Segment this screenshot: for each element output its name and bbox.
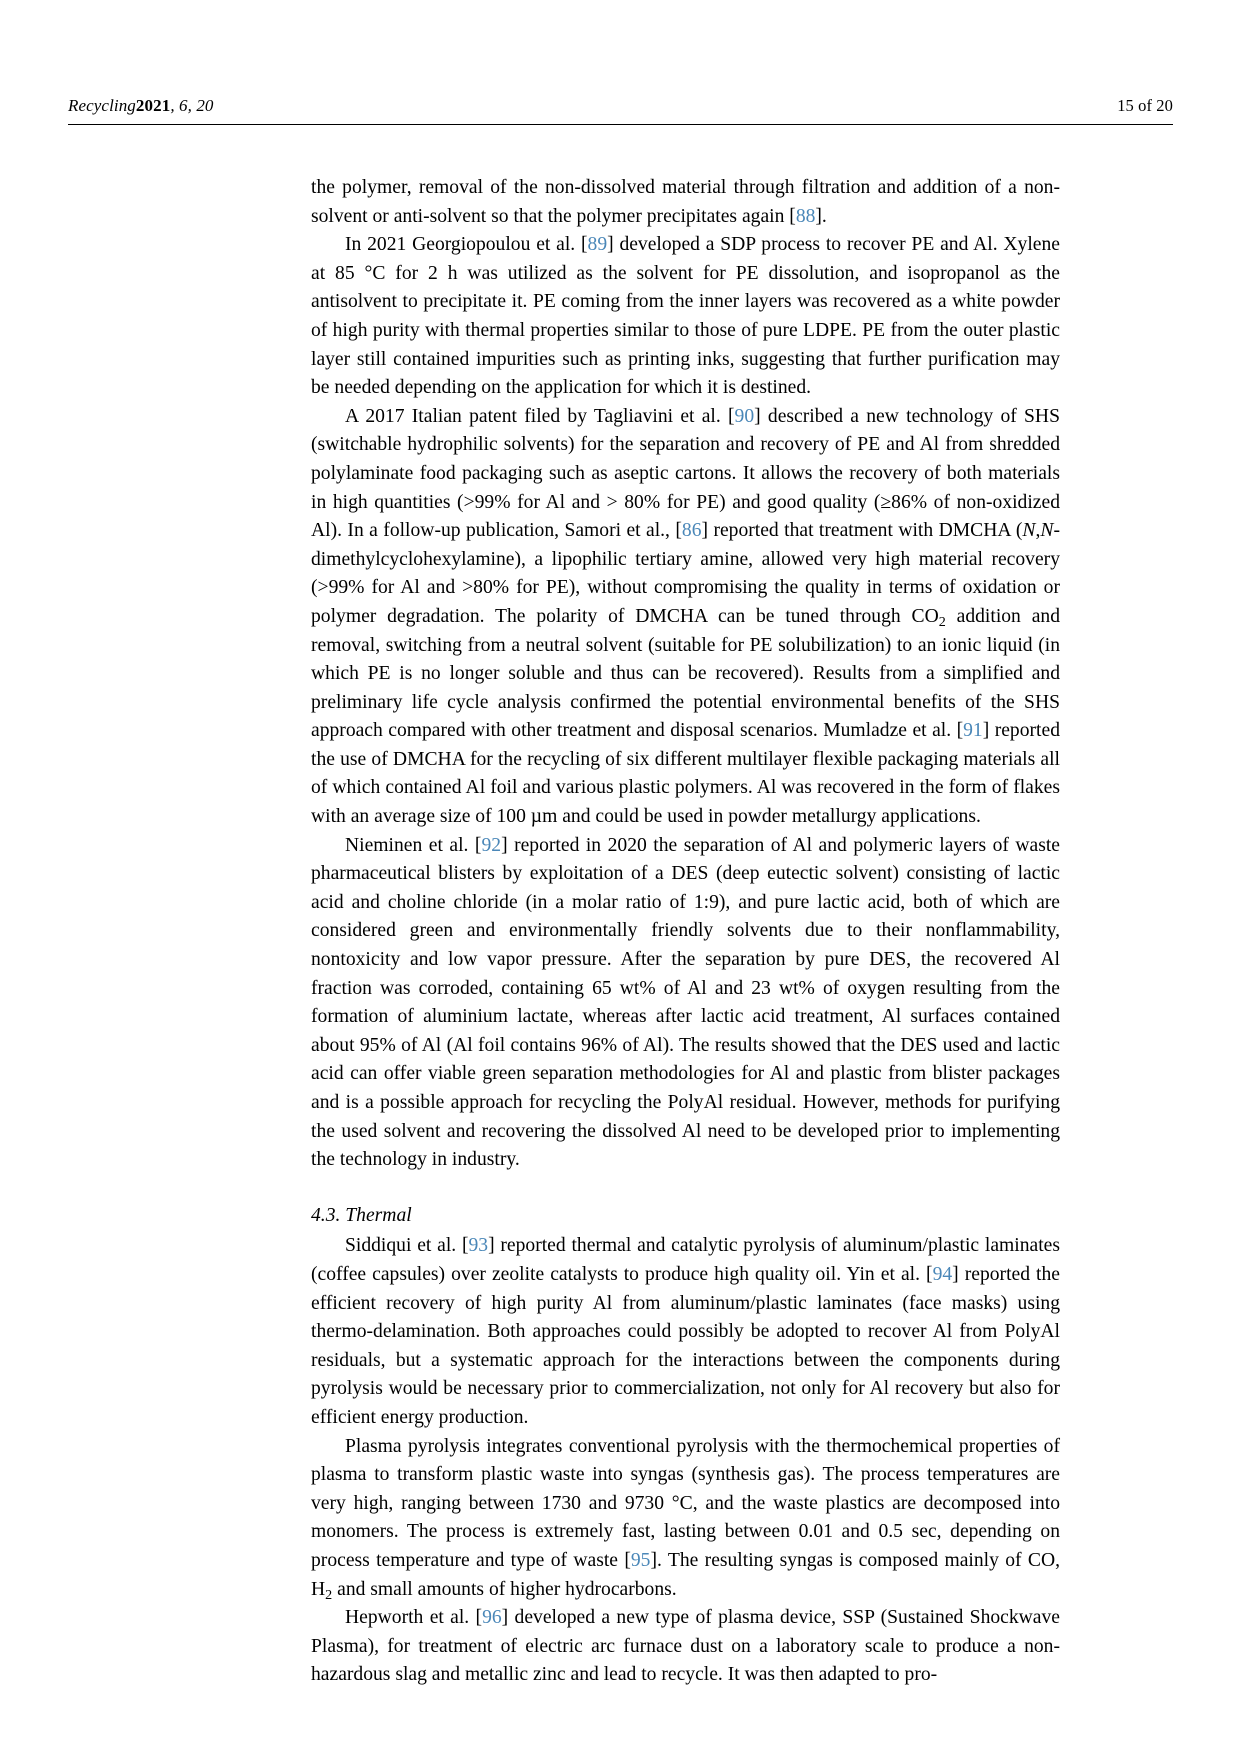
citation-reference[interactable]: 90 (734, 405, 755, 427)
body-text: ]. (815, 205, 827, 227)
body-text: addition and removal, switching from a neutral solvent (suitable for PE solubilization) to an ionic liquid (in which PE is no longer soluble and thus can be recovered). Results from a simplified and preliminary life cycle analysis confirmed the potential environmental benefits of the SHS approach compared with other treatment and disposal scenarios. Mumladze et al. [ (311, 605, 1060, 742)
paragraph-p-plasma-pyrolysis (311, 1433, 1060, 1605)
paragraph-group-after-heading (311, 1232, 1060, 1690)
paragraph-p-continued-sdp (311, 174, 1060, 231)
subscript-text: 2 (938, 613, 946, 630)
body-text: ] developed a SDP process to recover PE and Al. Xylene at 85 °C for 2 h was utilized as the solvent for PE dissolution, and isopropanol as the antisolvent to precipitate it. PE coming from the inner layers was recovered as a white powder of high purity with thermal properties similar to those of pure LDPE. PE from the outer plastic layer still contained impurities such as printing inks, suggesting that further purification may be needed depending on the application for which it is destined. (311, 234, 1060, 399)
body-text: ] reported the use of DMCHA for the recycling of six different multilayer flexible packaging materials all of which contained Al foil and various plastic polymers. Al was recovered in the form of flakes with an average size of 100 µm and could be used in powder metallurgy applications. (311, 720, 1060, 828)
body-text: Siddiqui et al. [ (345, 1235, 469, 1257)
journal-name: Recycling (68, 96, 136, 115)
citation-reference[interactable]: 94 (932, 1263, 953, 1285)
body-text: the polymer, removal of the non-dissolved material through filtration and addition of a non-solvent or anti-solvent so that the polymer precipitates again [ (311, 177, 1060, 227)
citation-reference[interactable]: 95 (630, 1549, 651, 1571)
running-head-left (68, 96, 214, 116)
body-text: , (1035, 520, 1041, 542)
citation-reference[interactable]: 96 (482, 1607, 502, 1629)
body-text: ] reported the efficient recovery of high purity Al from aluminum/plastic laminates (face masks) using thermo-delamination. Both approaches could possibly be adopted to recover Al from PolyAl residuals, but a systematic approach for the interactions between the components during pyrolysis would be necessary prior to commercialization, not only for Al recovery but also for efficient energy production. (311, 1263, 1060, 1428)
citation-reference[interactable]: 88 (795, 205, 816, 227)
body-text: ]. The resulting syngas is composed mainly of CO, H (311, 1549, 1060, 1600)
citation-reference[interactable]: 89 (587, 234, 608, 256)
body-text: A 2017 Italian patent filed by Tagliavini et al. [ (345, 405, 735, 427)
paragraph-p-siddiqui-yin (311, 1232, 1060, 1432)
citation-reference[interactable]: 86 (681, 520, 702, 542)
citation-reference[interactable]: 93 (468, 1235, 489, 1257)
journal-year: 2021 (135, 96, 171, 115)
body-text: Nieminen et al. [ (345, 834, 482, 856)
body-text: ] reported thermal and catalytic pyrolysis of aluminum/plastic laminates (coffee capsules) over zeolite catalysts to produce high quality oil. Yin et al. [ (311, 1235, 1060, 1285)
page-indicator: 15 of 20 (1117, 96, 1173, 115)
citation-reference[interactable]: 92 (481, 834, 502, 856)
body-text: ] developed a new type of plasma device, SSP (Sustained Shockwave Plasma), for treatment of electric arc furnace dust on a laboratory scale to produce a non-hazardous slag and metallic zinc and lead to recycle. It was then adapted to pro- (311, 1607, 1060, 1686)
paragraph-group-before-heading (311, 174, 1060, 1175)
body-text: -dimethylcyclohexylamine), a lipophilic tertiary amine, allowed very high material recovery (>99% for Al and >80% for PE), without compromising the quality in terms of oxidation or polymer degradation. The polarity of DMCHA can be tuned through CO (311, 520, 1060, 627)
paragraph-p-tagliavini-shs (311, 403, 1060, 832)
body-text: ] reported that treatment with DMCHA ( (701, 520, 1023, 542)
body-column (311, 174, 1060, 1690)
italic-text: N (1022, 520, 1036, 542)
subscript-text: 2 (325, 1586, 333, 1603)
running-head (68, 96, 1173, 116)
body-text: In 2021 Georgiopoulou et al. [ (345, 234, 588, 256)
body-text: Hepworth et al. [ (345, 1607, 483, 1629)
header-divider (68, 124, 1173, 125)
heading-spacer-top (311, 1175, 1060, 1202)
body-text: and small amounts of higher hydrocarbons. (332, 1578, 677, 1600)
paragraph-p-hepworth-ssp (311, 1604, 1060, 1690)
body-text: Plasma pyrolysis integrates conventional pyrolysis with the thermochemical properties of plasma to transform plastic waste into syngas (synthesis gas). The process temperatures are very high, ranging between 1730 and 9730 °C, and the waste plastics are decomposed into monomers. The process is extremely fast, lasting between 0.01 and 0.5 sec, depending on process temperature and type of waste [ (311, 1435, 1060, 1571)
body-text: ] described a new technology of SHS (switchable hydrophilic solvents) for the separation and recovery of PE and Al from shredded polylaminate food packaging such as aseptic cartons. It allows the recovery of both materials in high quantities (>99% for Al and > 80% for PE) and good quality (≥86% of non-oxidized Al). In a follow-up publication, Samori et al., [ (311, 405, 1060, 542)
paragraph-p-georgiopoulou (311, 231, 1060, 403)
section-heading-4-3-thermal: 4.3. Thermal (311, 1204, 412, 1226)
journal-volume-issue: , 6, 20 (170, 96, 214, 115)
citation-reference[interactable]: 91 (963, 720, 983, 742)
body-text: ] reported in 2020 the separation of Al and polymeric layers of waste pharmaceutical blisters by exploitation of a DES (deep eutectic solvent) consisting of lactic acid and choline chloride (in a molar ratio of 1:9), and pure lactic acid, both of which are considered green and environmentally friendly solvents due to their nonflammability, nontoxicity and low vapor pressure. After the separation by pure DES, the recovered Al fraction was corroded, containing 65 wt% of Al and 23 wt% of oxygen resulting from the formation of aluminium lactate, whereas after lactic acid treatment, Al surfaces contained about 95% of Al (Al foil contains 96% of Al). The results showed that the DES used and lactic acid can offer viable green separation methodologies for Al and plastic from blister packages and is a possible approach for recycling the PolyAl residual. However, methods for purifying the used solvent and recovering the dissolved Al need to be developed prior to implementing the technology in industry. (311, 834, 1060, 1171)
italic-text: N (1040, 520, 1054, 542)
paragraph-p-nieminen-des (311, 832, 1060, 1175)
